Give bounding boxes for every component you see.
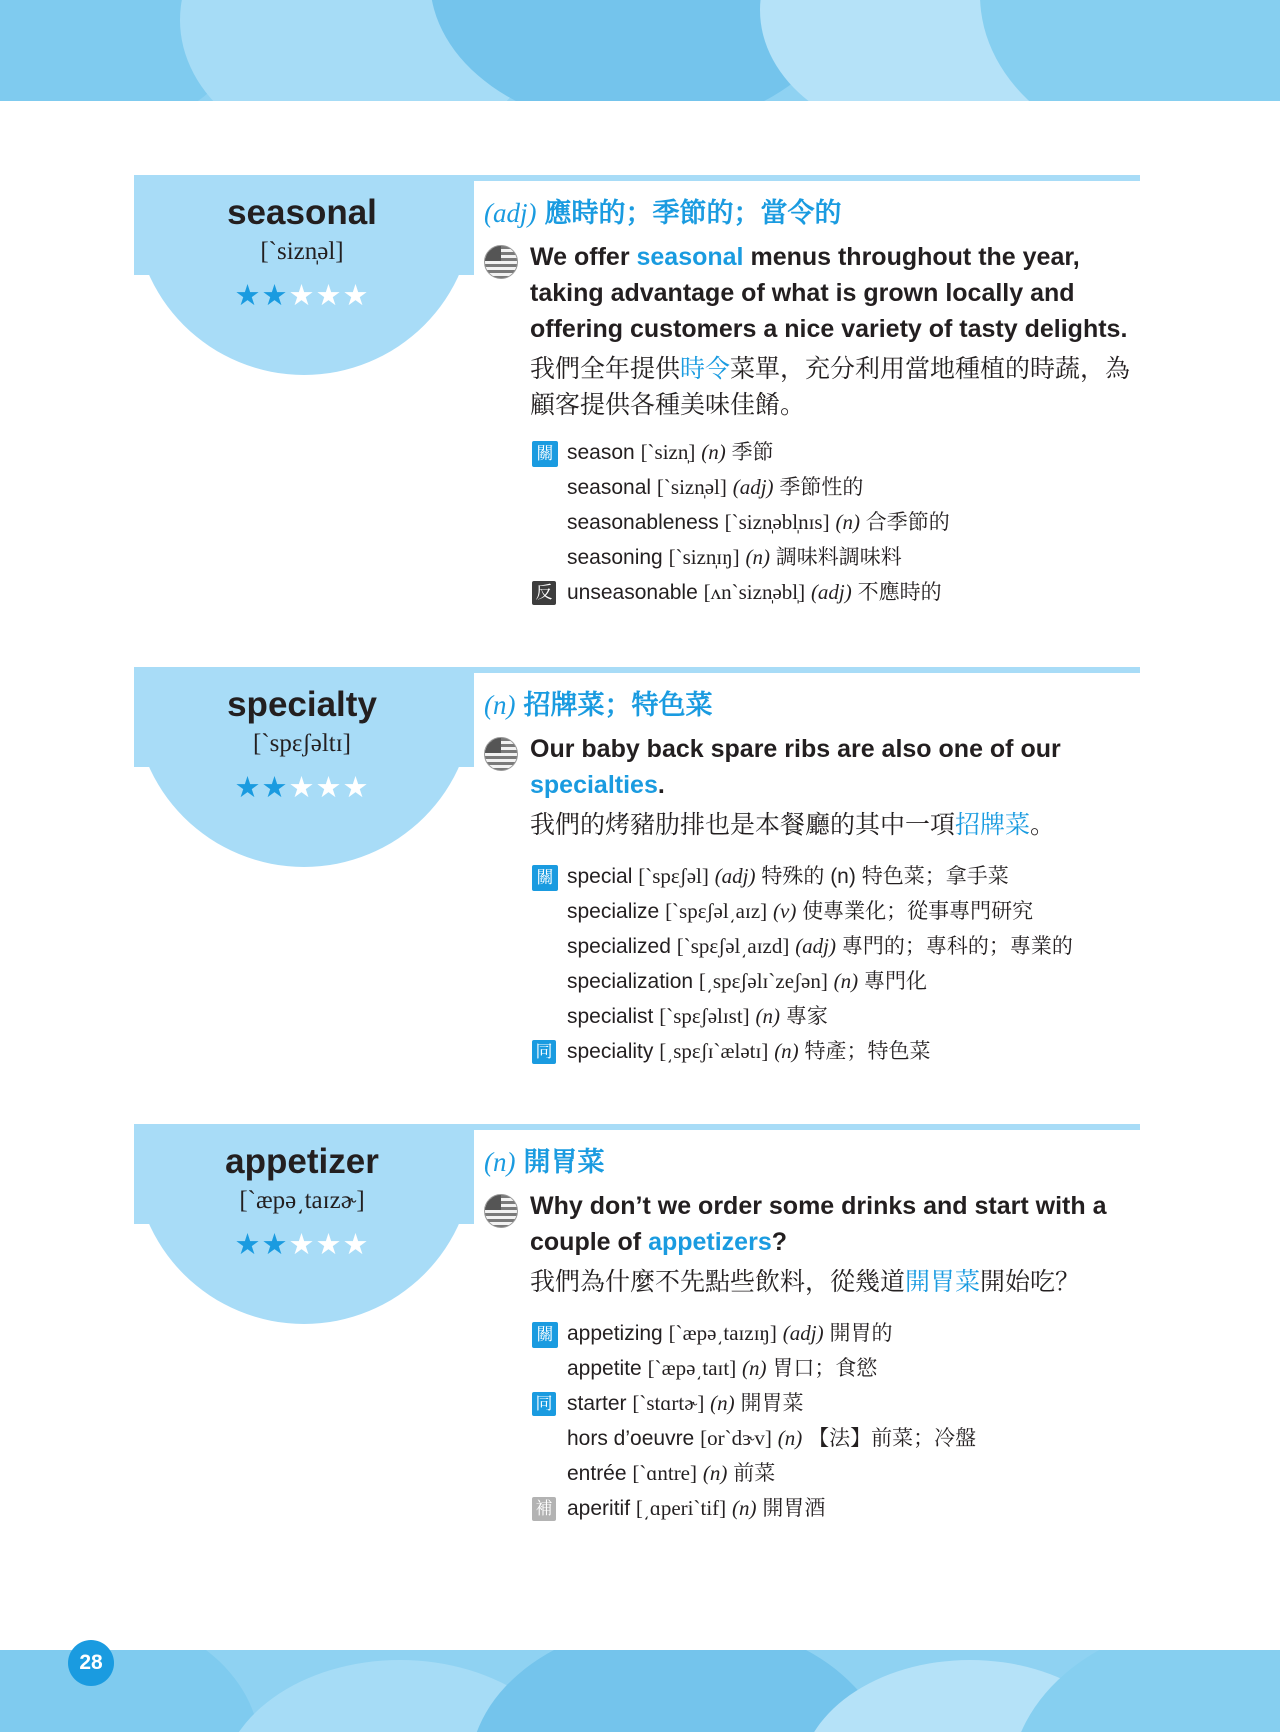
entry-top-rule [470, 667, 1140, 673]
related-word: season [`sizn̩] (n) 季節 [567, 440, 774, 464]
related-word: hors d’oeuvre [or`dɝv] (n) 【法】前菜；冷盤 [567, 1426, 977, 1450]
headword: specialty [227, 685, 377, 724]
header-band [0, 0, 1280, 101]
example-keyword-zh: 時令 [680, 354, 731, 383]
antonym-tag-icon: 反 [532, 581, 556, 605]
star-filled-icon: ★★ [234, 280, 289, 312]
footer-band [0, 1650, 1280, 1732]
example-chinese: 我們全年提供時令菜單，充分利用當地種植的時蔬，為顧客提供各種美味佳餚。 [530, 354, 1131, 419]
related-word: seasonal [`sizn̩əl] (adj) 季節性的 [567, 475, 864, 499]
example-chinese: 我們為什麼不先點些飲料，從幾道開胃菜開始吃？ [530, 1267, 1081, 1296]
definition [484, 683, 712, 722]
star-empty-icon: ★★★ [288, 1229, 370, 1261]
definition-text: 應時的；季節的；當令的 [544, 198, 842, 228]
definition-text: 開胃菜 [523, 1147, 605, 1177]
us-flag-audio-icon[interactable] [484, 245, 518, 279]
vocab-entry-appetizer [0, 1124, 1280, 1544]
example-keyword-zh: 招牌菜 [955, 810, 1031, 839]
headword: appetizer [225, 1142, 379, 1181]
related-word: specialist [`spɛʃəlɪst] (n) 專家 [567, 1004, 828, 1028]
example-english: We offer seasonal menus throughout the year, taking advantage of what is grown locally and offering customers a nice variety of tasty delights. [530, 243, 1128, 343]
headword: seasonal [227, 193, 377, 232]
vocab-entry-seasonal [0, 175, 1280, 615]
related-tag-icon: 關 [532, 441, 558, 467]
page-number: 28 [68, 1640, 114, 1686]
us-flag-audio-icon[interactable] [484, 1194, 518, 1228]
related-word: seasoning [`sizn̩ɪŋ] (n) 調味料調味料 [567, 545, 902, 569]
related-word: specialization [͵spɛʃəlɪ`zeʃən] (n) 專門化 [567, 969, 928, 993]
related-word: appetite [`æpə͵taɪt] (n) 胃口；食慾 [567, 1356, 878, 1380]
definition [484, 191, 841, 230]
star-filled-icon: ★★ [234, 772, 289, 804]
us-flag-audio-icon[interactable] [484, 737, 518, 771]
example-keyword: appetizers [648, 1228, 772, 1256]
definition-text: 招牌菜；特色菜 [523, 690, 713, 720]
related-word: special [`spɛʃəl] (adj) 特殊的 (n) 特色菜；拿手菜 [567, 864, 1009, 888]
difficulty-stars [134, 278, 470, 313]
related-word: starter [`stɑrtɚ] (n) 開胃菜 [567, 1391, 804, 1415]
star-filled-icon: ★★ [234, 1229, 289, 1261]
example-keyword: specialties [530, 771, 658, 799]
example-chinese: 我們的烤豬肋排也是本餐廳的其中一項招牌菜。 [530, 810, 1056, 839]
definition-pos: (adj) [484, 198, 537, 228]
related-tag-icon: 關 [532, 865, 558, 891]
example-keyword-zh: 開胃菜 [905, 1267, 981, 1296]
headword-ipa: [`æpə͵taɪzɚ] [239, 1187, 365, 1214]
star-empty-icon: ★★★ [288, 280, 370, 312]
related-tag-icon: 關 [532, 1322, 558, 1348]
entry-top-rule [470, 175, 1140, 181]
entry-top-rule [470, 1124, 1140, 1130]
related-word: specialized [`spɛʃəl͵aɪzd] (adj) 專門的；專科的；專業的 [567, 934, 1073, 958]
synonym-tag-icon: 同 [532, 1392, 556, 1416]
supplement-tag-icon: 補 [532, 1497, 556, 1521]
related-word: specialize [`spɛʃəl͵aɪz] (v) 使專業化；從事專門研究 [567, 899, 1034, 923]
related-word: aperitif [͵ɑperi`tif] (n) 開胃酒 [567, 1496, 826, 1520]
definition [484, 1140, 604, 1179]
headword-ipa: [`spɛʃəltɪ] [253, 730, 351, 757]
star-empty-icon: ★★★ [288, 772, 370, 804]
related-word: seasonableness [`sizn̩əbl̩nɪs] (n) 合季節的 [567, 510, 950, 534]
related-word: speciality [͵spɛʃɪ`ælətɪ] (n) 特產；特色菜 [567, 1039, 931, 1063]
related-word: entrée [`ɑntre] (n) 前菜 [567, 1461, 776, 1485]
example-english: Our baby back spare ribs are also one of our specialties. [530, 735, 1061, 799]
example-keyword: seasonal [636, 243, 744, 271]
difficulty-stars [134, 1227, 470, 1262]
definition-pos: (n) [484, 690, 516, 720]
synonym-tag-icon: 同 [532, 1040, 556, 1064]
related-word: appetizing [`æpə͵taɪzɪŋ] (adj) 開胃的 [567, 1321, 893, 1345]
example-english: Why don’t we order some drinks and start with a couple of appetizers? [530, 1192, 1107, 1256]
vocab-entry-specialty [0, 667, 1280, 1087]
headword-ipa: [`sizn̩əl] [260, 238, 344, 265]
difficulty-stars [134, 770, 470, 805]
definition-pos: (n) [484, 1147, 516, 1177]
related-word: unseasonable [ʌn`sizn̩əbl̩] (adj) 不應時的 [567, 580, 942, 604]
